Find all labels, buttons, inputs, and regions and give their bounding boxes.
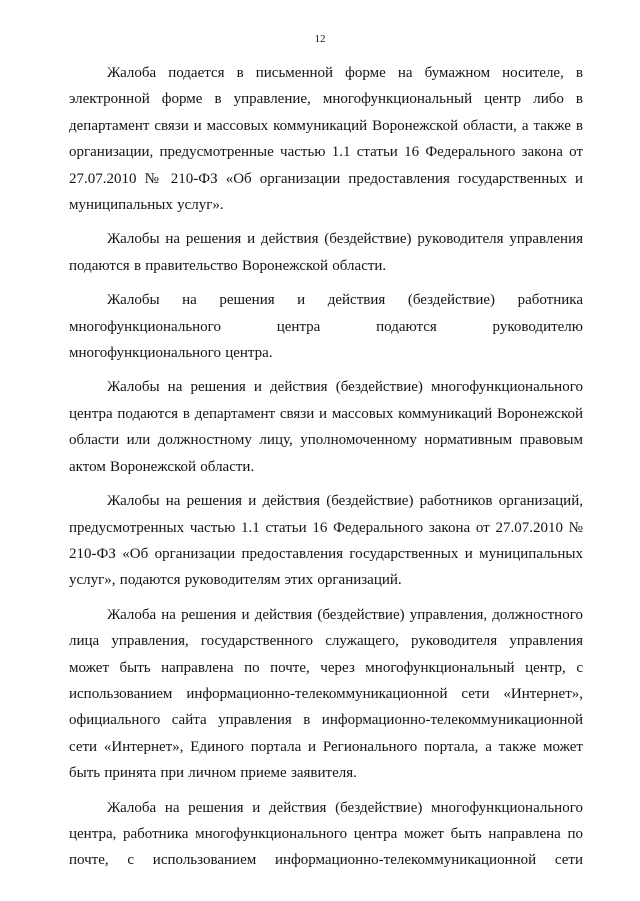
paragraph-complaints-mfc: Жалобы на решения и действия (бездействие) многофункционального центра подаются в департамент связи и массовых коммуникаций Воронежской области или должностному лицу, уполномоченному нормативным правовым актом Воронежской области. — [69, 379, 583, 475]
paragraph-complaints-mfc-employee: Жалобы на решения и действия (бездействие) работника многофункционального центра подаются руководителю многофункционального центра. — [69, 292, 583, 362]
paragraph-complaint-forms: Жалоба подается в письменной форме на бумажном носителе, в электронной форме в управление, многофункциональный центр либо в департамент связи и массовых коммуникаций Воронежской области, а также в организации, предусмотренные частью 1.1 статьи 16 Федерального закона от 27.07.2010 № 210-ФЗ «Об организации предоставления государственных и муниципальных услуг». — [69, 65, 583, 214]
paragraph-complaint-submission-channels: Жалоба на решения и действия (бездействие) управления, должностного лица управления, государственного служащего, руководителя управления может быть направлена по почте, через многофункциональный центр, с использованием информационно-телекоммуникационной сети «Интернет», официального сайта управления в информационно-телекоммуникационной сети «Интернет», Единого портала и Регионального портала, а также может быть принята при личном приеме заявителя. — [69, 606, 583, 782]
paragraph-complaints-organization-employees: Жалобы на решения и действия (бездействие) работников организаций, предусмотренных частью 1.1 статьи 16 Федерального закона от 27.07.2010 № 210-ФЗ «Об организации предоставления государственных и муниципальных услуг», подаются руководителям этих организаций. — [69, 493, 583, 589]
paragraph-complaint-mfc-channels: Жалоба на решения и действия (бездействие) многофункционального центра, работника многофункционального центра может быть направлена по почте, с использованием информационно-телекоммуникационной сети — [69, 799, 583, 869]
page-number: 12 — [314, 33, 326, 45]
document-body — [69, 60, 583, 882]
paragraph-complaints-head-of-department: Жалобы на решения и действия (бездействие) руководителя управления подаются в правительство Воронежской области. — [69, 231, 583, 274]
